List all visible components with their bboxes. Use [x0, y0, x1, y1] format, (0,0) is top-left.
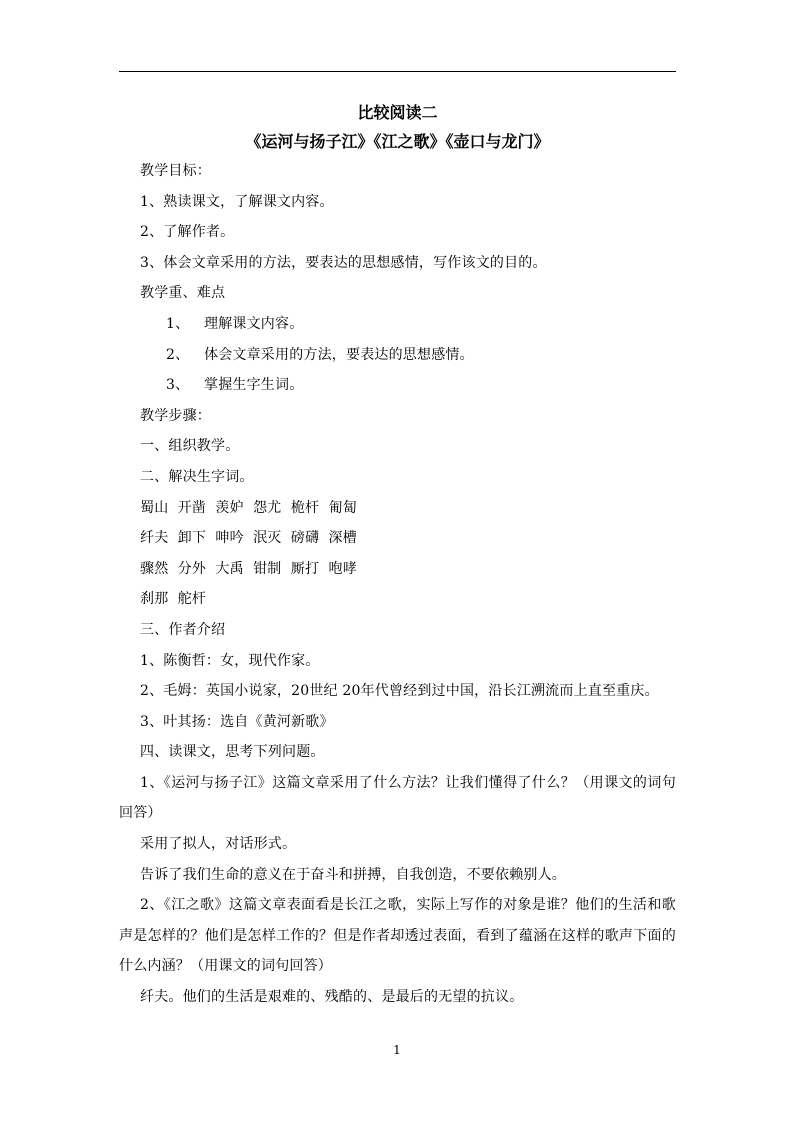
document-body [119, 98, 676, 1013]
step-item: 一、组织教学。 [140, 438, 240, 455]
author-item: 2、毛姆：英国小说家，20世纪 20年代曾经到过中国，沿长江溯流而上直至重庆。 [140, 683, 659, 700]
vocab-row: 纤夫 卸下 呻吟 泯灭 磅礴 深槽 [140, 530, 357, 547]
key-point-item [119, 340, 676, 371]
answer-1-line-2: 告诉了我们生命的意义在于奋斗和拼搏，自我创造，不要依赖别人。 [140, 866, 566, 883]
step-item: 三、作者介绍 [140, 621, 226, 638]
key-point-item [119, 370, 676, 401]
key-point-text: 掌握生字生词。 [204, 377, 304, 394]
document-title: 比较阅读二 [357, 103, 438, 122]
step-item: 二、解决生字词。 [140, 468, 254, 485]
goal-item: 2、了解作者。 [140, 224, 235, 241]
key-point-number: 2、 [166, 346, 190, 363]
key-point-number: 3、 [166, 377, 190, 394]
key-point-item [119, 309, 676, 340]
answer-1-line-1: 采用了拟人，对话形式。 [140, 836, 297, 853]
key-points-heading: 教学重、难点 [140, 285, 226, 302]
goal-item: 1、熟读课文，了解课文内容。 [140, 193, 334, 210]
vocab-row: 刹那 舵杆 [140, 591, 207, 608]
vocab-row: 骤然 分外 大禹 钳制 厮打 咆哮 [140, 560, 357, 577]
author-item: 1、陈衡哲：女，现代作家。 [140, 652, 320, 669]
document-subtitle: 《运河与扬子江》《江之歌》《壶口与龙门》 [245, 132, 550, 151]
key-point-text: 理解课文内容。 [204, 315, 304, 332]
goals-heading: 教学目标： [140, 163, 211, 179]
step-item: 四、读课文，思考下列问题。 [140, 744, 325, 761]
vocab-row: 蜀山 开凿 羡妒 怨尤 桅杆 匍匐 [140, 499, 357, 516]
question-1: 1、《运河与扬子江》这篇文章采用了什么方法？让我们懂得了什么？（用课文的词句回答） [119, 774, 676, 822]
answer-2: 纤夫。他们的生活是艰难的、残酷的、是最后的无望的抗议。 [140, 989, 524, 1006]
key-point-number: 1、 [166, 315, 190, 332]
header-rule [119, 71, 676, 72]
key-point-text: 体会文章采用的方法，要表达的思想感情。 [204, 346, 474, 363]
page-number: 1 [393, 1043, 401, 1057]
author-item: 3、叶其扬：选自《黄河新歌》 [140, 713, 334, 730]
question-2: 2、《江之歌》这篇文章表面看是长江之歌，实际上写作的对象是谁？他们的生活和歌声是怎样的？他们是怎样工作的？但是作者却透过表面，看到了蕴涵在这样的歌声下面的什么内涵？（用课文的词句回答） [119, 897, 676, 975]
goal-item: 3、体会文章采用的方法，要表达的思想感情，写作该文的目的。 [140, 254, 547, 271]
steps-heading: 教学步骤： [140, 407, 211, 424]
